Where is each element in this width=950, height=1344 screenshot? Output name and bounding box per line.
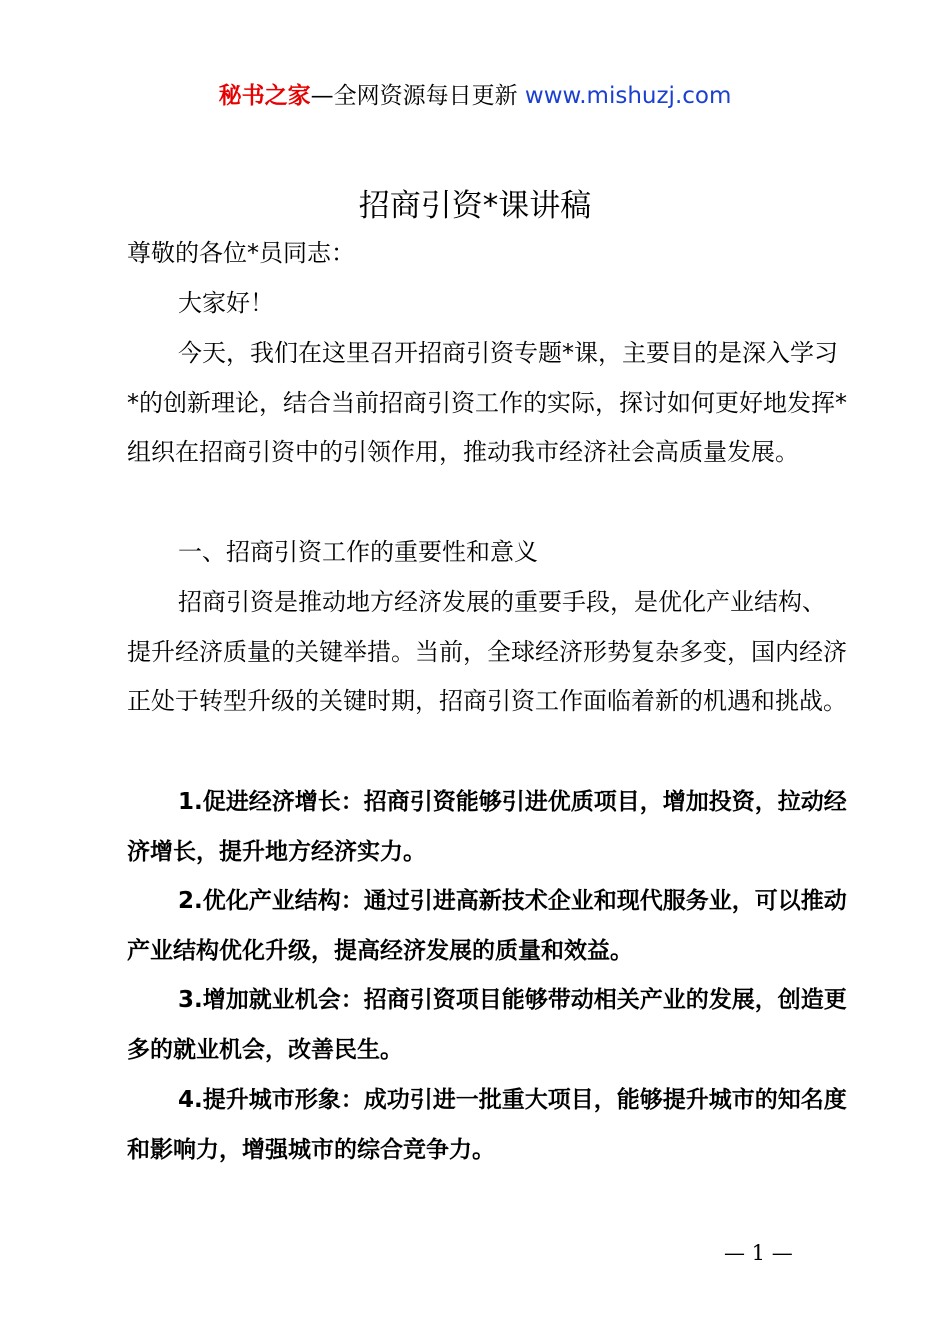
site-header — [0, 80, 950, 112]
point-item: 4.提升城市形象：成功引进一批重大项目，能够提升城市的知名度和影响力，增强城市的综合竞争力。 — [127, 1087, 847, 1163]
header-tagline: —全网资源每日更新 — [310, 83, 525, 109]
greeting: 大家好！ — [178, 289, 274, 317]
point-item: 1.促进经济增长：招商引资能够引进优质项目，增加投资，拉动经济增长，提升地方经济实力。 — [127, 789, 847, 865]
point-item: 2.优化产业结构：通过引进高新技术企业和现代服务业，可以推动产业结构优化升级，提高经济发展的质量和效益。 — [127, 888, 847, 964]
intro-paragraph: 今天，我们在这里召开招商引资专题*课，主要目的是深入学习*的创新理论，结合当前招商引资工作的实际，探讨如何更好地发挥*组织在招商引资中的引领作用，推动我市经济社会高质量发展。 — [127, 339, 847, 467]
brand-name: 秘书之家 — [218, 83, 311, 109]
body-paragraph: 招商引资是推动地方经济发展的重要手段，是优化产业结构、提升经济质量的关键举措。当前，全球经济形势复杂多变，国内经济正处于转型升级的关键时期，招商引资工作面临着新的机遇和挑战。 — [127, 588, 847, 716]
page-number: — 1 — — [724, 1241, 793, 1265]
point-item: 3.增加就业机会：招商引资项目能够带动相关产业的发展，创造更多的就业机会，改善民生。 — [127, 987, 847, 1063]
salutation: 尊敬的各位*员同志： — [127, 239, 355, 267]
section-heading: 一、招商引资工作的重要性和意义 — [178, 538, 538, 566]
document-title: 招商引资*课讲稿 — [358, 188, 592, 224]
site-url-link[interactable]: www.mishuzj.com — [524, 83, 732, 109]
